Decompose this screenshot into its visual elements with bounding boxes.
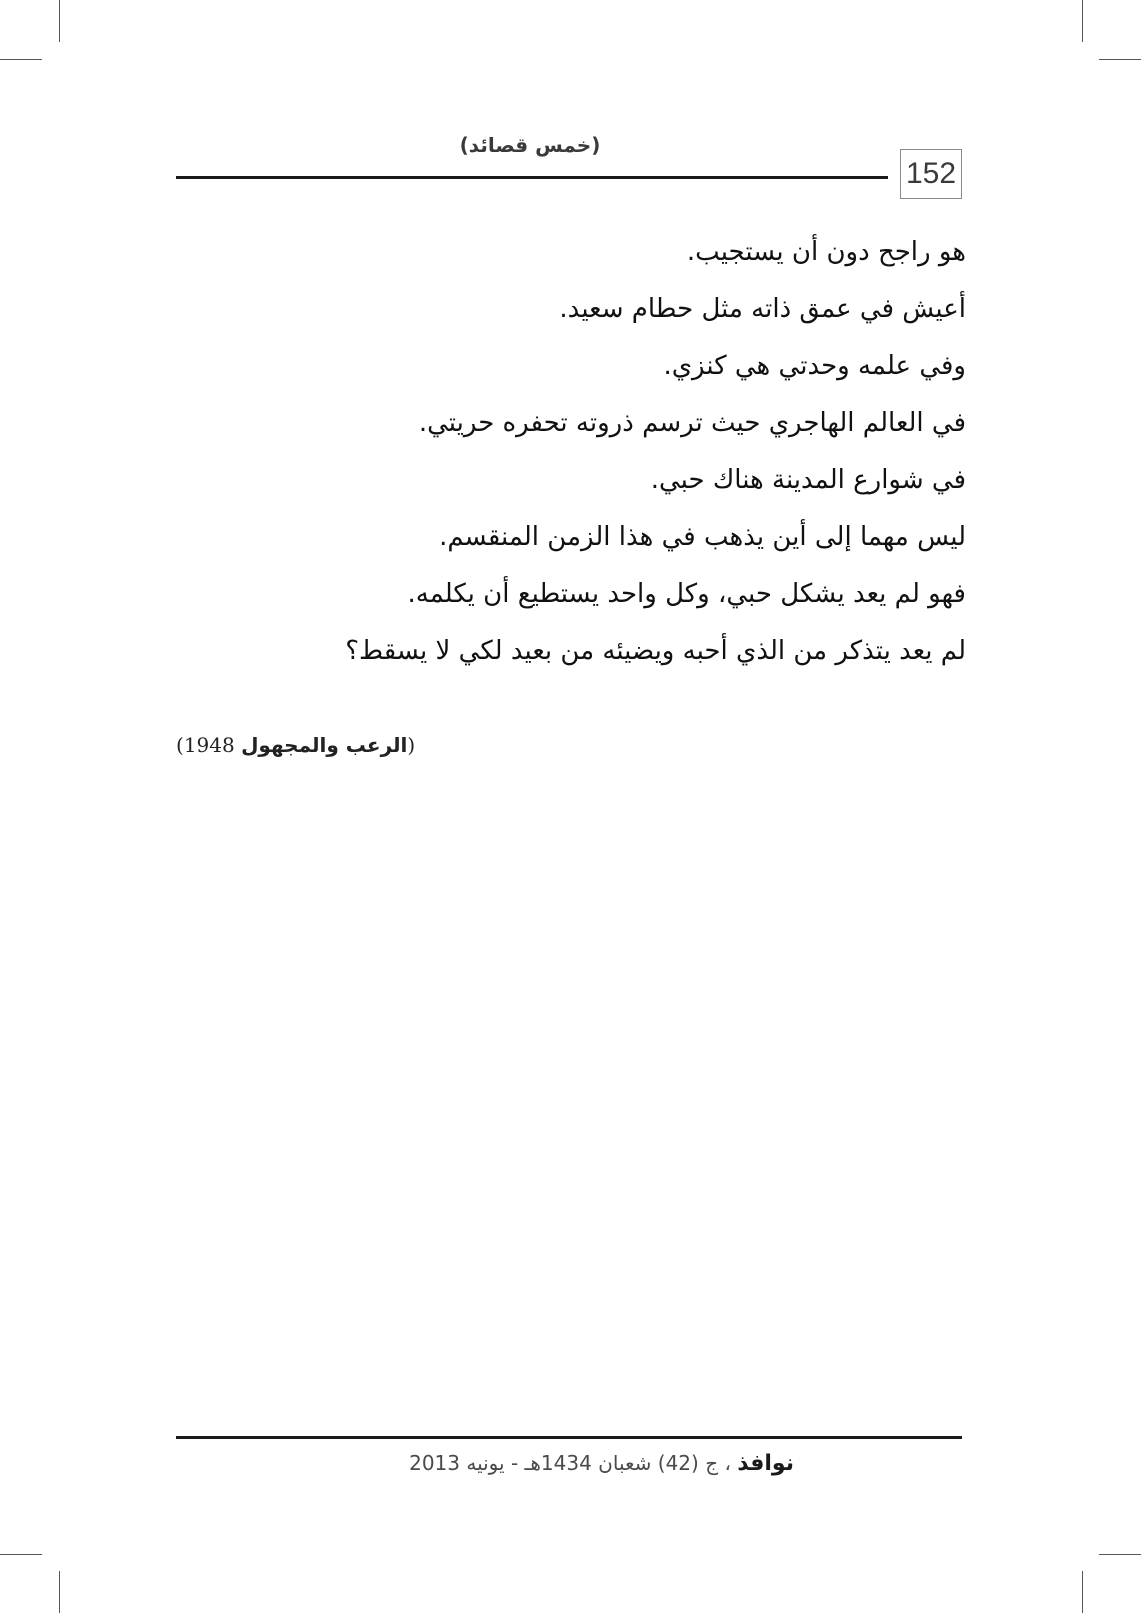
poem-line: ليس مهما إلى أين يذهب في هذا الزمن المنقسم.: [439, 522, 966, 552]
poem-line: لم يعد يتذكر من الذي أحبه ويضيئه من بعيد لكي لا يسقط؟: [345, 636, 966, 666]
source-year: 1948: [183, 733, 235, 757]
citation-close-paren: ): [176, 733, 184, 757]
poem-line: فهو لم يعد يشكل حبي، وكل واحد يستطيع أن يكلمه.: [407, 579, 966, 609]
source-citation: [176, 733, 486, 757]
citation-open-paren: (: [407, 733, 416, 757]
crop-mark: [1099, 1554, 1141, 1555]
poem-line: وفي علمه وحدتي هي كنزي.: [663, 351, 966, 381]
crop-mark: [1082, 1571, 1083, 1613]
page-number: 152: [900, 149, 962, 199]
footer-rule: [176, 1436, 962, 1439]
poem-line: في العالم الهاجري حيث ترسم ذروته تحفره حريتي.: [418, 408, 966, 438]
crop-mark: [1099, 59, 1141, 60]
footer: [300, 1451, 794, 1476]
crop-mark: [1082, 0, 1083, 42]
crop-mark: [59, 1571, 60, 1613]
poem-line: في شوارع المدينة هناك حبي.: [650, 465, 966, 495]
crop-mark: [0, 59, 42, 60]
running-title: (خمس قصائد): [459, 133, 601, 157]
poem-line: هو راجح دون أن يستجيب.: [686, 237, 966, 267]
poem-body: [200, 224, 966, 680]
crop-mark: [59, 0, 60, 42]
crop-mark: [0, 1554, 42, 1555]
issue-info: ، ج (42) شعبان 1434هـ - يونيه 2013: [409, 1451, 731, 1475]
journal-name: نوافذ: [737, 1451, 794, 1476]
source-title: الرعب والمجهول: [241, 733, 408, 757]
poem-line: أعيش في عمق ذاته مثل حطام سعيد.: [559, 294, 966, 324]
header-rule: [176, 176, 888, 179]
